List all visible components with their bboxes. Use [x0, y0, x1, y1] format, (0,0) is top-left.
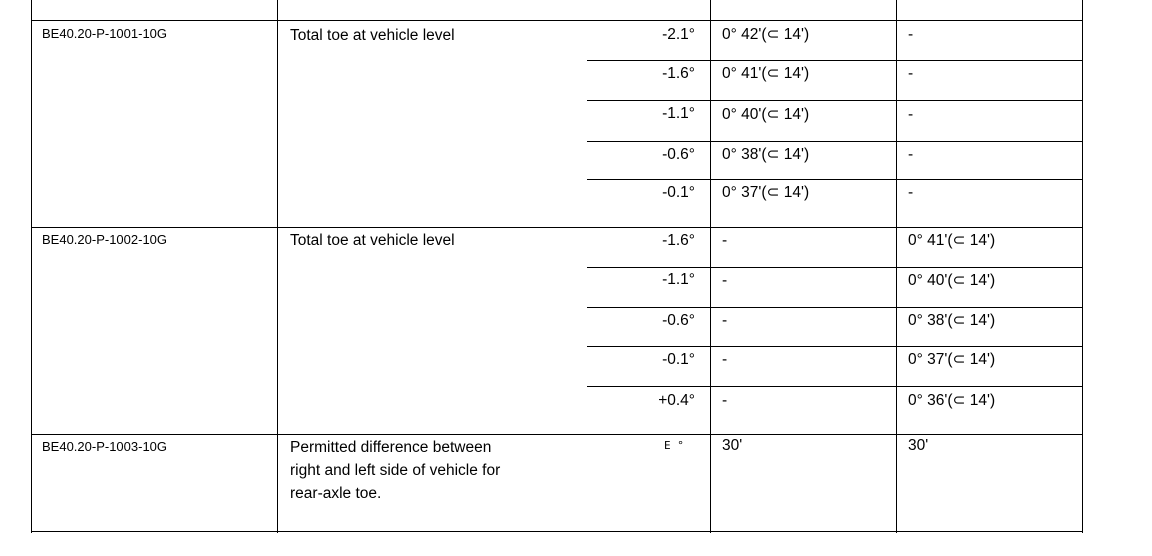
toe-value: 0° 40'(⊂ 14')	[722, 106, 810, 123]
angle-symbol: E °	[664, 439, 684, 452]
toe-value: -	[722, 392, 728, 409]
toe-value: -	[722, 232, 728, 249]
toe-value: 0° 37'(⊂ 14')	[722, 184, 810, 201]
angle-value: -0.6°	[662, 146, 695, 163]
row-divider	[587, 60, 1083, 61]
row-divider	[587, 386, 1083, 387]
table-top-border	[31, 20, 1083, 21]
angle-value: -1.1°	[662, 105, 695, 122]
angle-value: -0.1°	[662, 351, 695, 368]
toe-value: -	[908, 26, 914, 43]
row-description: Total toe at vehicle level	[290, 232, 455, 249]
toe-value: -	[908, 184, 914, 201]
row-description: Total toe at vehicle level	[290, 27, 455, 44]
document-code: BE40.20-P-1003-10G	[42, 439, 168, 454]
toe-value: 0° 36'(⊂ 14')	[908, 392, 996, 409]
toe-value: -	[722, 312, 728, 329]
toe-value: 30'	[908, 437, 929, 454]
toe-value: 0° 37'(⊂ 14')	[908, 351, 996, 368]
column-divider-code	[277, 0, 278, 533]
toe-value: -	[722, 272, 728, 289]
angle-value: -1.6°	[662, 232, 695, 249]
table-left-border	[31, 0, 32, 533]
document-code: BE40.20-P-1001-10G	[42, 26, 168, 41]
row-description-line: rear-axle toe.	[290, 485, 382, 502]
row-description-line: right and left side of vehicle for	[290, 462, 501, 479]
angle-value: -1.6°	[662, 65, 695, 82]
group-divider	[31, 434, 1083, 435]
angle-value: -1.1°	[662, 271, 695, 288]
toe-value: -	[722, 351, 728, 368]
table-bottom-border	[31, 531, 1083, 532]
toe-value: 0° 42'(⊂ 14')	[722, 26, 810, 43]
row-description-line: Permitted difference between	[290, 439, 492, 456]
angle-value: +0.4°	[658, 392, 695, 409]
toe-value: 0° 41'(⊂ 14')	[908, 232, 996, 249]
group-divider	[31, 227, 1083, 228]
row-divider	[587, 267, 1083, 268]
toe-value: -	[908, 65, 914, 82]
document-code: BE40.20-P-1002-10G	[42, 232, 168, 247]
toe-value: 0° 40'(⊂ 14')	[908, 272, 996, 289]
angle-value: -2.1°	[662, 26, 695, 43]
angle-value: -0.1°	[662, 184, 695, 201]
row-divider	[587, 100, 1083, 101]
toe-value: 30'	[722, 437, 743, 454]
row-divider	[587, 179, 1083, 180]
toe-value: 0° 41'(⊂ 14')	[722, 65, 810, 82]
row-divider	[587, 346, 1083, 347]
toe-value: -	[908, 146, 914, 163]
row-divider	[587, 141, 1083, 142]
toe-value: -	[908, 106, 914, 123]
angle-value: -0.6°	[662, 312, 695, 329]
toe-value: 0° 38'(⊂ 14')	[908, 312, 996, 329]
row-divider	[587, 307, 1083, 308]
toe-value: 0° 38'(⊂ 14')	[722, 146, 810, 163]
